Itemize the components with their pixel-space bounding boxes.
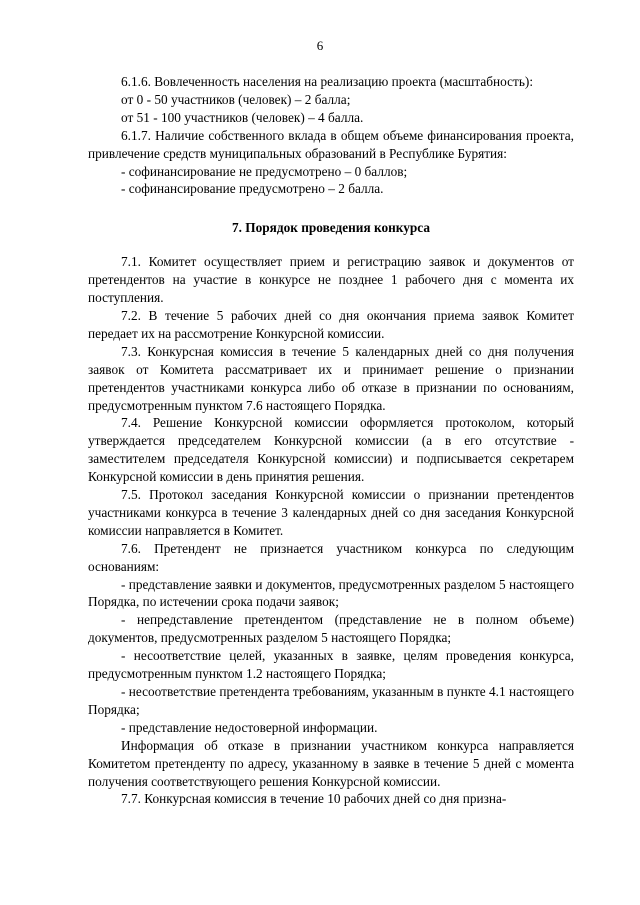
page-number: 6 bbox=[316, 38, 324, 53]
clause-7-6: 7.6. Претендент не признается участником конкурса по следующим основаниям: bbox=[88, 540, 574, 574]
list-item-late-submission: - представление заявки и документов, предусмотренных разделом 5 настоящего Порядка, по истечении срока подачи заявок; bbox=[88, 576, 574, 610]
clause-7-5: 7.5. Протокол заседания Конкурсной комиссии о признании претендентов участниками конкурса в течение 3 календарных дней со дня заседания Конкурсной комиссии направляется в Комитет. bbox=[88, 487, 574, 538]
clause-6-1-6: 6.1.6. Вовлеченность населения на реализацию проекта (масштабность): bbox=[121, 74, 534, 89]
list-item-cofinancing-no: - софинансирование не предусмотрено – 0 баллов; bbox=[121, 163, 408, 179]
list-item-cofinancing-yes: - софинансирование предусмотрено – 2 балла. bbox=[121, 181, 384, 197]
list-item-requirements-mismatch: - несоответствие претендента требованиям, указанным в пункте 4.1 настоящего Порядка; bbox=[88, 684, 574, 717]
list-item-goals-mismatch: - несоответствие целей, указанных в заявке, целям проведения конкурса, предусмотренным пунктом 1.2 настоящего Порядка; bbox=[88, 648, 574, 682]
document-body bbox=[88, 73, 574, 808]
list-item-missing-documents: - непредставление претендентом (представление не в полном объеме) документов, предусмотренных разделом 5 настоящего Порядка; bbox=[88, 612, 574, 646]
clause-7-4: 7.4. Решение Конкурсной комиссии оформляется протоколом, который утверждается председателем Конкурсной комиссии (а в его отсутствие - заместителем председателя Конкурсной комиссии) и подписывается секретарем Конкурсной комиссии в день принятия решения. bbox=[88, 415, 574, 485]
refusal-notice: Информация об отказе в признании участником конкурса направляется Комитетом претенденту по адресу, указанному в заявке в течение 5 дней с момента получения соответствующего решения Конкурсной комиссии. bbox=[88, 737, 574, 789]
clause-7-7: 7.7. Конкурсная комиссия в течение 10 рабочих дней со дня призна- bbox=[121, 791, 507, 807]
list-item-participants-0-50: от 0 - 50 участников (человек) – 2 балла; bbox=[121, 91, 351, 107]
clause-7-3: 7.3. Конкурсная комиссия в течение 5 календарных дней со дня получения заявок от Комитета рассматривает их и принимает решение о признании претендентов участниками конкурса либо об отказе в признании по основаниям, предусмотренным пунктом 7.6 настоящего Порядка. bbox=[88, 343, 574, 413]
list-item-false-information: - представление недостоверной информации. bbox=[121, 719, 378, 735]
clause-7-2: 7.2. В течение 5 рабочих дней со дня окончания приема заявок Комитет передает их на рассмотрение Конкурсной комиссии. bbox=[88, 307, 574, 341]
clause-6-1-7: 6.1.7. Наличие собственного вклада в общем объеме финансирования проекта, привлечение средств муниципальных образований в Республике Бурятия: bbox=[88, 127, 574, 161]
clause-7-1: 7.1. Комитет осуществляет прием и регистрацию заявок и документов от претендентов на участие в конкурсе не позднее 1 рабочего дня с момента их поступления. bbox=[88, 254, 574, 306]
section-heading: 7. Порядок проведения конкурса bbox=[231, 220, 430, 236]
list-item-participants-51-100: от 51 - 100 участников (человек) – 4 балла. bbox=[121, 109, 364, 125]
